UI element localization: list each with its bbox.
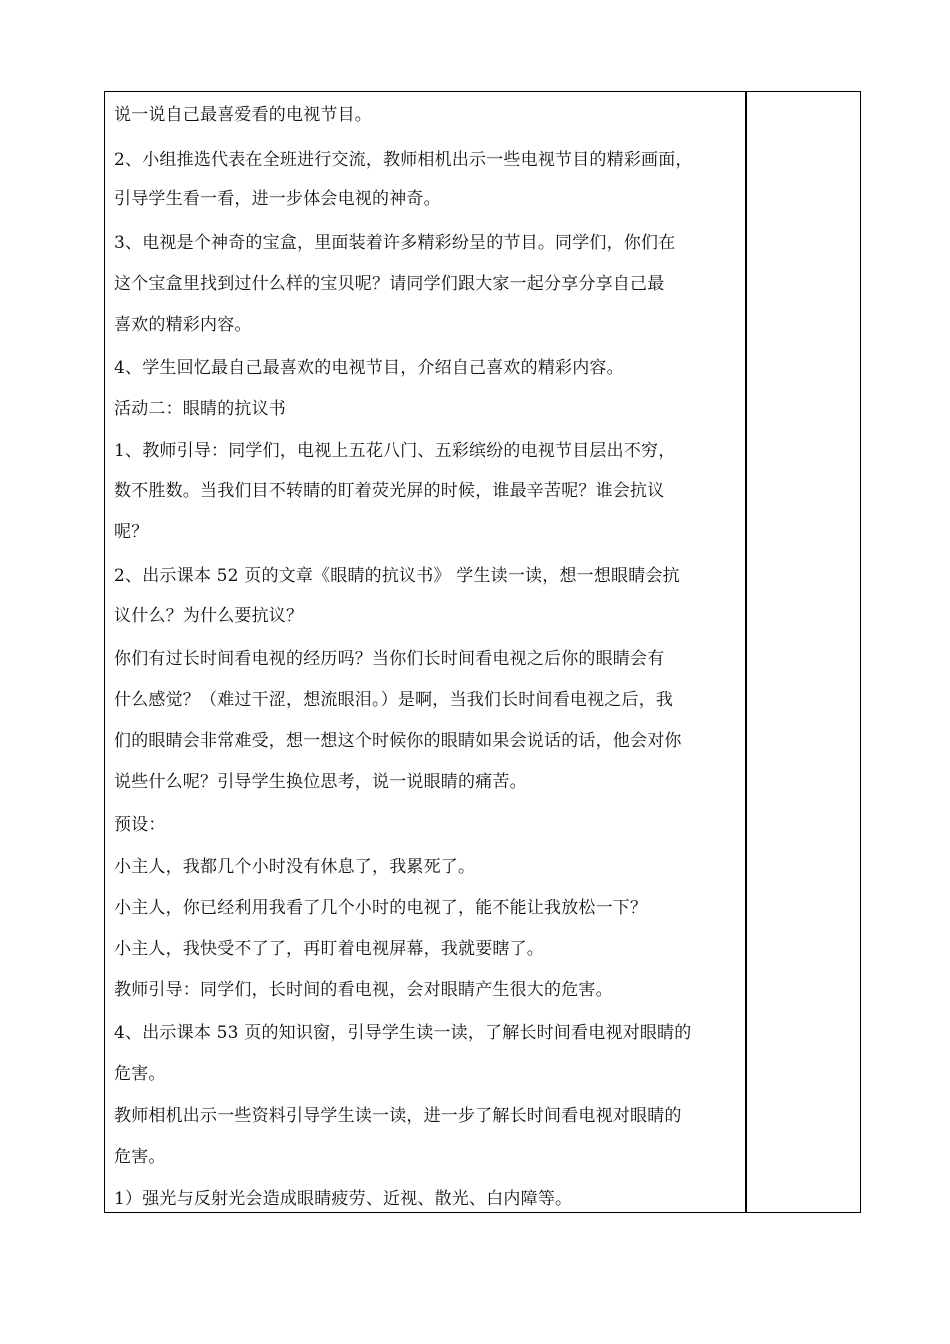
text-line: 1）强光与反射光会造成眼睛疲劳、近视、散光、白内障等。 [114, 1189, 573, 1209]
text-line: 议什么？为什么要抗议？ [114, 606, 304, 626]
text-line: 预设： [114, 815, 166, 835]
notes-cell [747, 92, 860, 1212]
text-line: 2、出示课本 52 页的文章《眼睛的抗议书》 学生读一读，想一想眼睛会抗 [114, 566, 680, 586]
text-line: 4、出示课本 53 页的知识窗，引导学生读一读，了解长时间看电视对眼睛的 [114, 1023, 692, 1043]
text-line: 危害。 [114, 1064, 166, 1084]
text-line: 小主人，我都几个小时没有休息了，我累死了。 [114, 857, 476, 877]
text-line: 小主人，我快受不了了，再盯着电视屏幕，我就要瞎了。 [114, 939, 544, 959]
text-line: 活动二：眼睛的抗议书 [114, 399, 286, 419]
text-line: 引导学生看一看，进一步体会电视的神奇。 [114, 189, 441, 209]
text-line: 教师相机出示一些资料引导学生读一读，进一步了解长时间看电视对眼睛的 [114, 1106, 682, 1126]
content-cell [105, 92, 747, 1212]
text-line: 你们有过长时间看电视的经历吗？当你们长时间看电视之后你的眼睛会有 [114, 649, 665, 669]
text-line: 2、小组推选代表在全班进行交流，教师相机出示一些电视节目的精彩画面， [114, 150, 693, 170]
lesson-plan-table [104, 91, 861, 1213]
text-line: 小主人，你已经利用我看了几个小时的电视了，能不能让我放松一下？ [114, 898, 648, 918]
text-line: 什么感觉？（难过干涩，想流眼泪。）是啊，当我们长时间看电视之后，我 [114, 690, 674, 710]
text-line: 教师引导：同学们，长时间的看电视，会对眼睛产生很大的危害。 [114, 980, 613, 1000]
text-line: 喜欢的精彩内容。 [114, 315, 252, 335]
text-line: 呢？ [114, 522, 149, 542]
text-line: 3、电视是个神奇的宝盒，里面装着许多精彩纷呈的节目。同学们，你们在 [114, 233, 676, 253]
text-line: 说一说自己最喜爱看的电视节目。 [114, 105, 372, 125]
text-line: 们的眼睛会非常难受，想一想这个时候你的眼睛如果会说话的话，他会对你 [114, 731, 682, 751]
text-line: 危害。 [114, 1147, 166, 1167]
text-line: 说些什么呢？引导学生换位思考，说一说眼睛的痛苦。 [114, 772, 527, 792]
text-line: 4、学生回忆最自己最喜欢的电视节目，介绍自己喜欢的精彩内容。 [114, 358, 624, 378]
text-line: 这个宝盒里找到过什么样的宝贝呢？请同学们跟大家一起分享分享自己最 [114, 274, 665, 294]
text-line: 数不胜数。当我们目不转睛的盯着荧光屏的时候，谁最辛苦呢？谁会抗议 [114, 481, 665, 501]
text-line: 1、教师引导：同学们，电视上五花八门、五彩缤纷的电视节目层出不穷， [114, 441, 676, 461]
